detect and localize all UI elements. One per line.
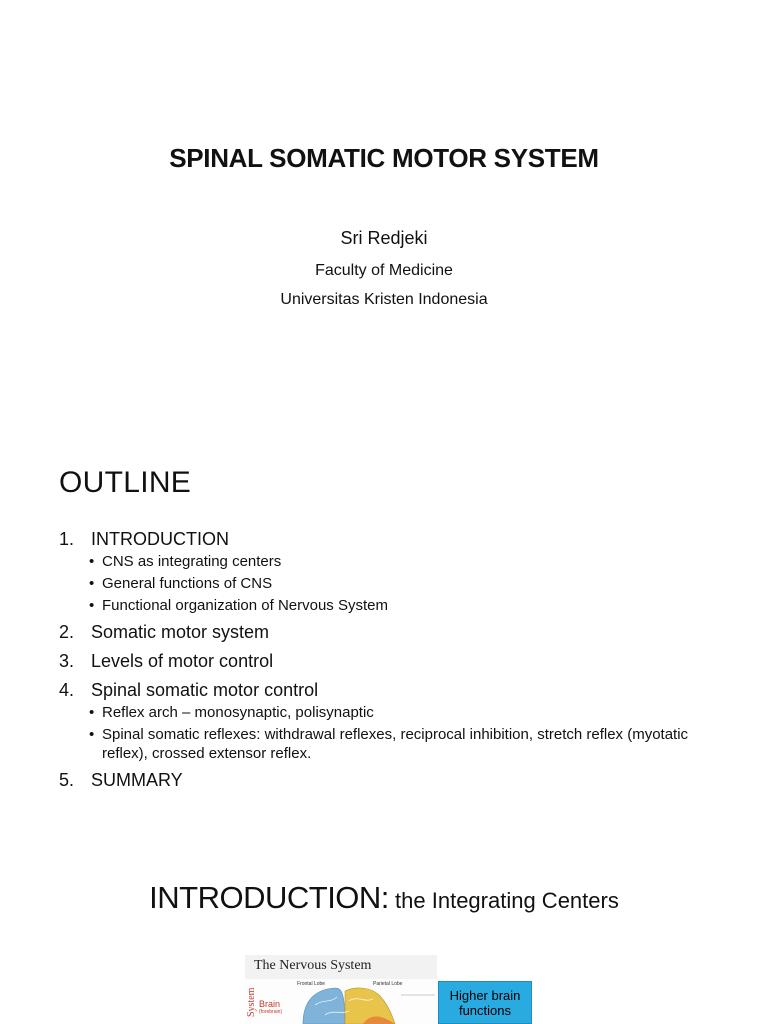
figure-brain-sublabel: (forebrain) bbox=[259, 1009, 283, 1015]
bullet-icon: • bbox=[89, 726, 95, 743]
outline-item bbox=[59, 620, 719, 644]
outline-sublist bbox=[89, 552, 719, 615]
introduction-heading-strong: INTRODUCTION: bbox=[149, 880, 389, 915]
outline-subitem bbox=[89, 725, 719, 763]
nervous-system-figure bbox=[245, 955, 437, 1024]
outline-item bbox=[59, 649, 719, 673]
figure-brain-label: Brain bbox=[259, 999, 281, 1009]
outline-subitem-text: Reflex arch – monosynaptic, polisynaptic bbox=[102, 704, 374, 721]
bullet-icon: • bbox=[89, 575, 95, 592]
outline-slide bbox=[0, 430, 768, 840]
presentation-title: SPINAL SOMATIC MOTOR SYSTEM bbox=[169, 143, 599, 173]
frontal-lobe-label: Frontal Lobe bbox=[297, 981, 326, 987]
parietal-lobe-label: Parietal Lobe bbox=[373, 981, 403, 987]
frontal-lobe-shape bbox=[303, 988, 345, 1024]
outline-item-number: 5. bbox=[59, 770, 75, 790]
bullet-icon: • bbox=[89, 704, 95, 721]
bullet-icon: • bbox=[89, 597, 95, 614]
outline-subitem bbox=[89, 574, 719, 593]
outline-item-number: 4. bbox=[59, 680, 75, 700]
faculty-name: Faculty of Medicine bbox=[315, 262, 453, 279]
brain-illustration bbox=[245, 955, 437, 1024]
introduction-heading bbox=[0, 880, 768, 916]
outline-subitem-text: Functional organization of Nervous System bbox=[102, 597, 388, 614]
outline-subitem bbox=[89, 703, 719, 722]
title-slide bbox=[0, 0, 768, 430]
outline-subitem-text: General functions of CNS bbox=[102, 575, 273, 592]
outline-heading: OUTLINE bbox=[59, 466, 192, 499]
outline-sublist bbox=[89, 703, 719, 763]
introduction-heading-rest: the Integrating Centers bbox=[388, 888, 619, 913]
outline-subitem bbox=[89, 596, 719, 615]
outline-item-number: 2. bbox=[59, 622, 75, 642]
outline-item bbox=[59, 527, 719, 551]
outline-list bbox=[59, 527, 719, 792]
outline-item bbox=[59, 768, 719, 792]
higher-box-line-1: Higher brain bbox=[449, 987, 521, 1003]
figure-title: The Nervous System bbox=[254, 958, 372, 973]
outline-subitem-text: CNS as integrating centers bbox=[102, 553, 282, 570]
outline-item-number: 1. bbox=[59, 529, 75, 549]
higher-box-line-2: functions bbox=[458, 1002, 512, 1018]
outline-item-label: SUMMARY bbox=[91, 770, 183, 790]
figure-system-label: System bbox=[246, 987, 257, 1017]
outline-item-label: Levels of motor control bbox=[91, 651, 274, 671]
outline-item-label: Spinal somatic motor control bbox=[91, 680, 319, 700]
bullet-icon: • bbox=[89, 553, 95, 570]
author-name: Sri Redjeki bbox=[340, 228, 428, 248]
university-name: Universitas Kristen Indonesia bbox=[280, 291, 488, 308]
outline-item-label: Somatic motor system bbox=[91, 622, 270, 642]
higher-brain-functions-box bbox=[438, 981, 532, 1024]
introduction-slide bbox=[0, 840, 768, 1024]
outline-item-number: 3. bbox=[59, 651, 75, 671]
outline-item bbox=[59, 678, 719, 702]
outline-subitem-text: Spinal somatic reflexes: withdrawal reflexes, reciprocal inhibition, stretch reflex (myotatic reflex), crossed extensor reflex. bbox=[102, 726, 689, 762]
outline-subitem bbox=[89, 552, 719, 571]
outline-item-label: INTRODUCTION bbox=[91, 529, 229, 549]
